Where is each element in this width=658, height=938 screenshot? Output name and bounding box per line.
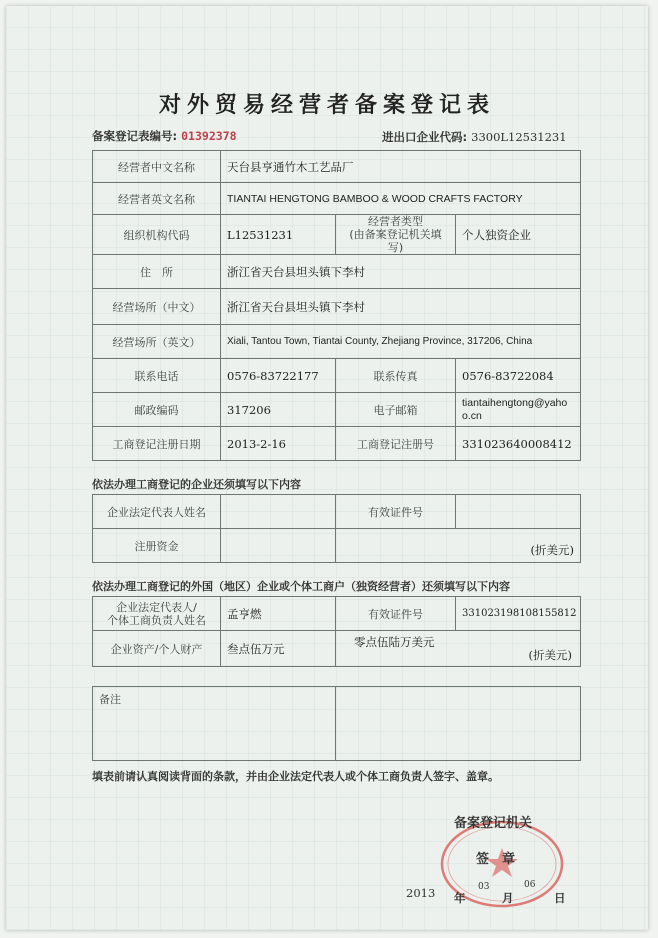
table-row xyxy=(93,151,581,183)
en-name-value: TIANTAI HENGTONG BAMBOO & WOOD CRAFTS FACTORY xyxy=(221,183,581,215)
cn-name-value: 天台县亨通竹木工艺品厂 xyxy=(221,151,581,183)
table-row xyxy=(93,597,581,631)
org-code-label: 组织机构代码 xyxy=(93,215,221,255)
email-label: 电子邮箱 xyxy=(336,393,456,427)
org-code-value: L12531231 xyxy=(221,215,336,255)
reg-no-label: 备案登记表编号: xyxy=(92,129,178,143)
table-row xyxy=(93,289,581,325)
rep-label-line1: 企业法定代表人/ xyxy=(116,600,197,614)
rep-label-line2: 个体工商负责人姓名 xyxy=(107,613,206,627)
table-row xyxy=(93,393,581,427)
reg-date-value: 2013-2-16 xyxy=(221,427,336,461)
table-row xyxy=(93,427,581,461)
assets-usd-cell xyxy=(336,631,581,667)
operator-type-value: 个人独资企业 xyxy=(456,215,581,255)
table-row xyxy=(93,215,581,255)
premises-cn-label: 经营场所（中文） xyxy=(93,289,221,325)
phone-value: 0576-83722177 xyxy=(221,359,336,393)
premises-en-label: 经营场所（英文） xyxy=(93,325,221,359)
email-value xyxy=(456,393,581,427)
legal-rep-label: 企业法定代表人姓名 xyxy=(93,495,221,529)
date-month: 03 xyxy=(478,882,490,892)
date-month-char: 月 xyxy=(502,891,514,905)
premises-cn-value: 浙江省天台县坦头镇下李村 xyxy=(221,289,581,325)
remarks-label: 备注 xyxy=(93,687,336,761)
assets-usd-value: 零点伍陆万美元 xyxy=(354,635,435,649)
operator-type-label-line2: (由备案登记机关填写) xyxy=(349,228,442,254)
table-row xyxy=(93,495,581,529)
section2-id-value: 331023198108155812 xyxy=(456,597,581,631)
section1-id-label: 有效证件号 xyxy=(336,495,456,529)
date-year: 2013 xyxy=(406,886,436,900)
date-year-char: 年 xyxy=(454,891,466,905)
business-reg-no-label: 工商登记注册号 xyxy=(336,427,456,461)
reg-no-value: 01392378 xyxy=(181,129,237,143)
assets-label: 企业资产/个人财产 xyxy=(93,631,221,667)
fax-label: 联系传真 xyxy=(336,359,456,393)
form-title: 对外贸易经营者备案登记表 xyxy=(158,93,495,118)
assets-value: 叁点伍万元 xyxy=(221,631,336,667)
section2-id-label: 有效证件号 xyxy=(336,597,456,631)
premises-en-value: Xiali, Tantou Town, Tiantai County, Zhejiang Province, 317206, China xyxy=(221,325,581,359)
phone-label: 联系电话 xyxy=(93,359,221,393)
operator-type-label xyxy=(336,215,456,255)
table-row xyxy=(93,325,581,359)
legal-rep-value xyxy=(221,495,336,529)
fax-value: 0576-83722084 xyxy=(456,359,581,393)
section1-table xyxy=(92,494,581,563)
table-row xyxy=(93,255,581,289)
business-reg-no-value: 331023640008412 xyxy=(456,427,581,461)
capital-value xyxy=(221,529,336,563)
table-row xyxy=(93,183,581,215)
footer-note: 填表前请认真阅读背面的条款，并由企业法定代表人或个体工商负责人签字、盖章。 xyxy=(92,770,499,783)
section1-id-value xyxy=(456,495,581,529)
table-row xyxy=(93,687,581,761)
reg-date-label: 工商登记注册日期 xyxy=(93,427,221,461)
postcode-value: 317206 xyxy=(221,393,336,427)
authority-label: 备案登记机关 xyxy=(454,816,533,831)
document-page xyxy=(6,6,648,930)
rep-label xyxy=(93,597,221,631)
section2-table xyxy=(92,596,581,667)
en-name-label: 经营者英文名称 xyxy=(93,183,221,215)
rep-value: 孟亨燃 xyxy=(221,597,336,631)
registration-number xyxy=(92,128,237,144)
table-row xyxy=(93,359,581,393)
ie-code-label: 进出口企业代码: xyxy=(382,130,468,144)
email-value-line2: o.cn xyxy=(462,409,482,422)
capital-label: 注册资金 xyxy=(93,529,221,563)
seal-label: 签 章 xyxy=(476,852,516,867)
table-row xyxy=(93,529,581,563)
postcode-label: 邮政编码 xyxy=(93,393,221,427)
residence-label: 住 所 xyxy=(93,255,221,289)
date-day-char: 日 xyxy=(554,891,566,905)
remarks-table xyxy=(92,686,581,761)
cn-name-label: 经营者中文名称 xyxy=(93,151,221,183)
date-day: 06 xyxy=(524,880,536,890)
section2-heading: 依法办理工商登记的外国（地区）企业或个体工商户（独资经营者）还须填写以下内容 xyxy=(92,580,510,593)
assets-usd-unit: (折美元) xyxy=(528,648,572,662)
remarks-value xyxy=(336,687,581,761)
main-info-table xyxy=(92,150,581,461)
capital-usd-unit: (折美元) xyxy=(336,529,581,563)
ie-code-value: 3300L12531231 xyxy=(471,130,567,144)
section1-heading: 依法办理工商登记的企业还须填写以下内容 xyxy=(92,478,301,491)
import-export-code xyxy=(382,129,567,145)
operator-type-label-line1: 经营者类型 xyxy=(368,215,423,228)
table-row xyxy=(93,631,581,667)
residence-value: 浙江省天台县坦头镇下李村 xyxy=(221,255,581,289)
email-value-line1: tiantaihengtong@yaho xyxy=(462,396,568,409)
